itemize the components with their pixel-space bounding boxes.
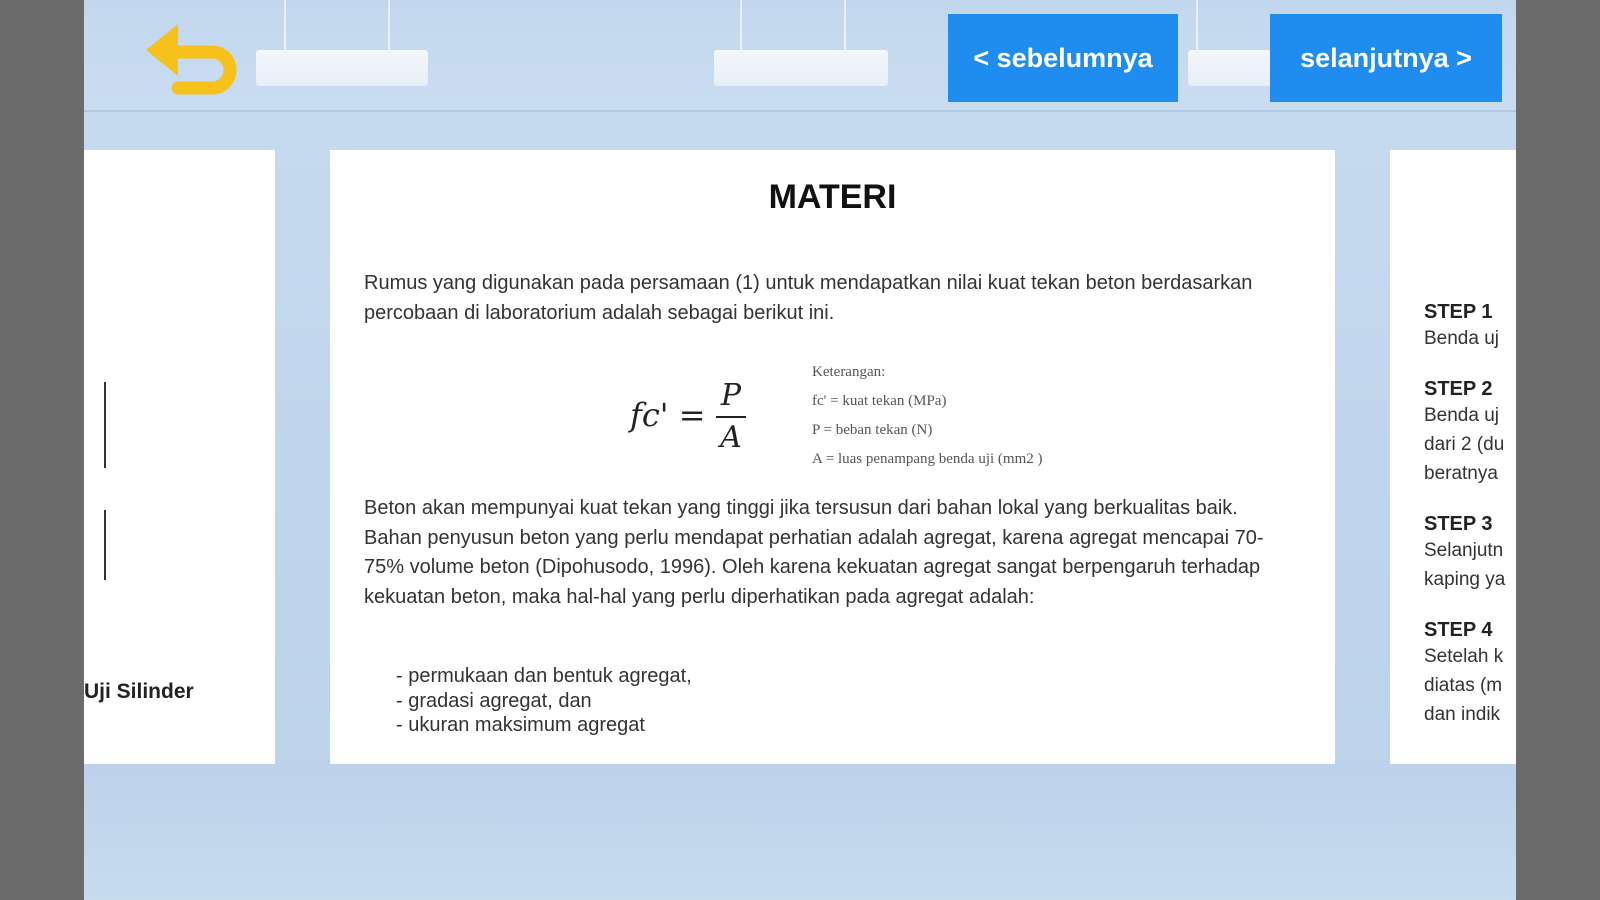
previous-button[interactable]: < sebelumnya — [948, 14, 1178, 102]
step-text: Benda uj — [1424, 405, 1500, 426]
left-card[interactable] — [84, 150, 275, 764]
formula-numerator: P — [720, 378, 742, 413]
dimension-line — [104, 382, 106, 468]
back-button[interactable] — [142, 12, 242, 100]
step-item — [1424, 300, 1516, 353]
step-title: STEP 2 — [1424, 378, 1493, 400]
list-item: - permukaan dan bentuk agregat, — [396, 665, 692, 687]
next-button[interactable]: selanjutnya > — [1270, 14, 1502, 102]
intro-paragraph: Rumus yang digunakan pada persamaan (1) untuk mendapatkan nilai kuat tekan beton berdasarkan percobaan di laboratorium adalah sebagai berikut ini. — [364, 272, 1253, 324]
left-card-label: Uji Silinder — [84, 680, 194, 703]
ceiling-lamp — [1188, 50, 1278, 86]
keterangan-title: Keterangan: — [812, 364, 886, 380]
fraction-bar — [716, 416, 746, 418]
lamp-cord — [284, 0, 286, 52]
top-bar — [84, 0, 1516, 112]
ceiling-lamp — [256, 50, 428, 86]
step-text: dari 2 (du — [1424, 434, 1505, 455]
step-text: Selanjutn — [1424, 540, 1504, 561]
lamp-cord — [844, 0, 846, 52]
ceiling-lamp — [714, 50, 888, 86]
lamp-cord — [388, 0, 390, 52]
body-paragraph: Beton akan mempunyai kuat tekan yang tinggi jika tersusun dari bahan lokal yang berkualitas baik. Bahan penyusun beton yang perlu mendapat perhatian adalah agregat, karena agregat mencapai 70-75% volume beton (Dipohusodo, 1996). Oleh karena kekuatan agregat sangat berpengaruh terhadap kekuatan beton, maka hal-hal yang perlu diperhatikan pada agregat adalah: — [364, 497, 1264, 608]
lamp-cord — [1196, 0, 1198, 52]
materi-card — [330, 150, 1335, 764]
step-item — [1424, 377, 1516, 488]
step-text: beratnya — [1424, 463, 1498, 484]
keterangan — [812, 358, 1043, 474]
step-title: STEP 4 — [1424, 619, 1493, 641]
dimension-line — [104, 510, 106, 580]
formula — [630, 378, 770, 468]
step-text: Benda uj — [1424, 328, 1500, 349]
app-stage — [84, 0, 1516, 900]
step-text: diatas (m — [1424, 675, 1503, 696]
agregat-list — [396, 664, 692, 738]
steps-list — [1424, 300, 1516, 753]
keterangan-line: fc' = kuat tekan (MPa) — [812, 393, 947, 409]
page-title: MATERI — [768, 178, 897, 216]
step-item — [1424, 618, 1516, 729]
list-item: - ukuran maksimum agregat — [396, 714, 645, 736]
step-title: STEP 3 — [1424, 513, 1493, 535]
formula-denominator: A — [720, 420, 742, 455]
undo-arrow-icon — [142, 12, 242, 100]
keterangan-line: A = luas penampang benda uji (mm2 ) — [812, 451, 1043, 467]
list-item: - gradasi agregat, dan — [396, 689, 592, 712]
formula-lhs: fc' = — [630, 396, 706, 434]
step-text: Setelah k — [1424, 646, 1504, 667]
step-text: kaping ya — [1424, 569, 1506, 590]
step-text: dan indik — [1424, 704, 1501, 725]
right-card[interactable] — [1390, 150, 1516, 764]
step-item — [1424, 512, 1516, 594]
keterangan-line: P = beban tekan (N) — [812, 422, 933, 438]
floor — [84, 760, 1516, 900]
step-title: STEP 1 — [1424, 301, 1493, 323]
formula-fraction — [716, 378, 746, 455]
lamp-cord — [740, 0, 742, 52]
